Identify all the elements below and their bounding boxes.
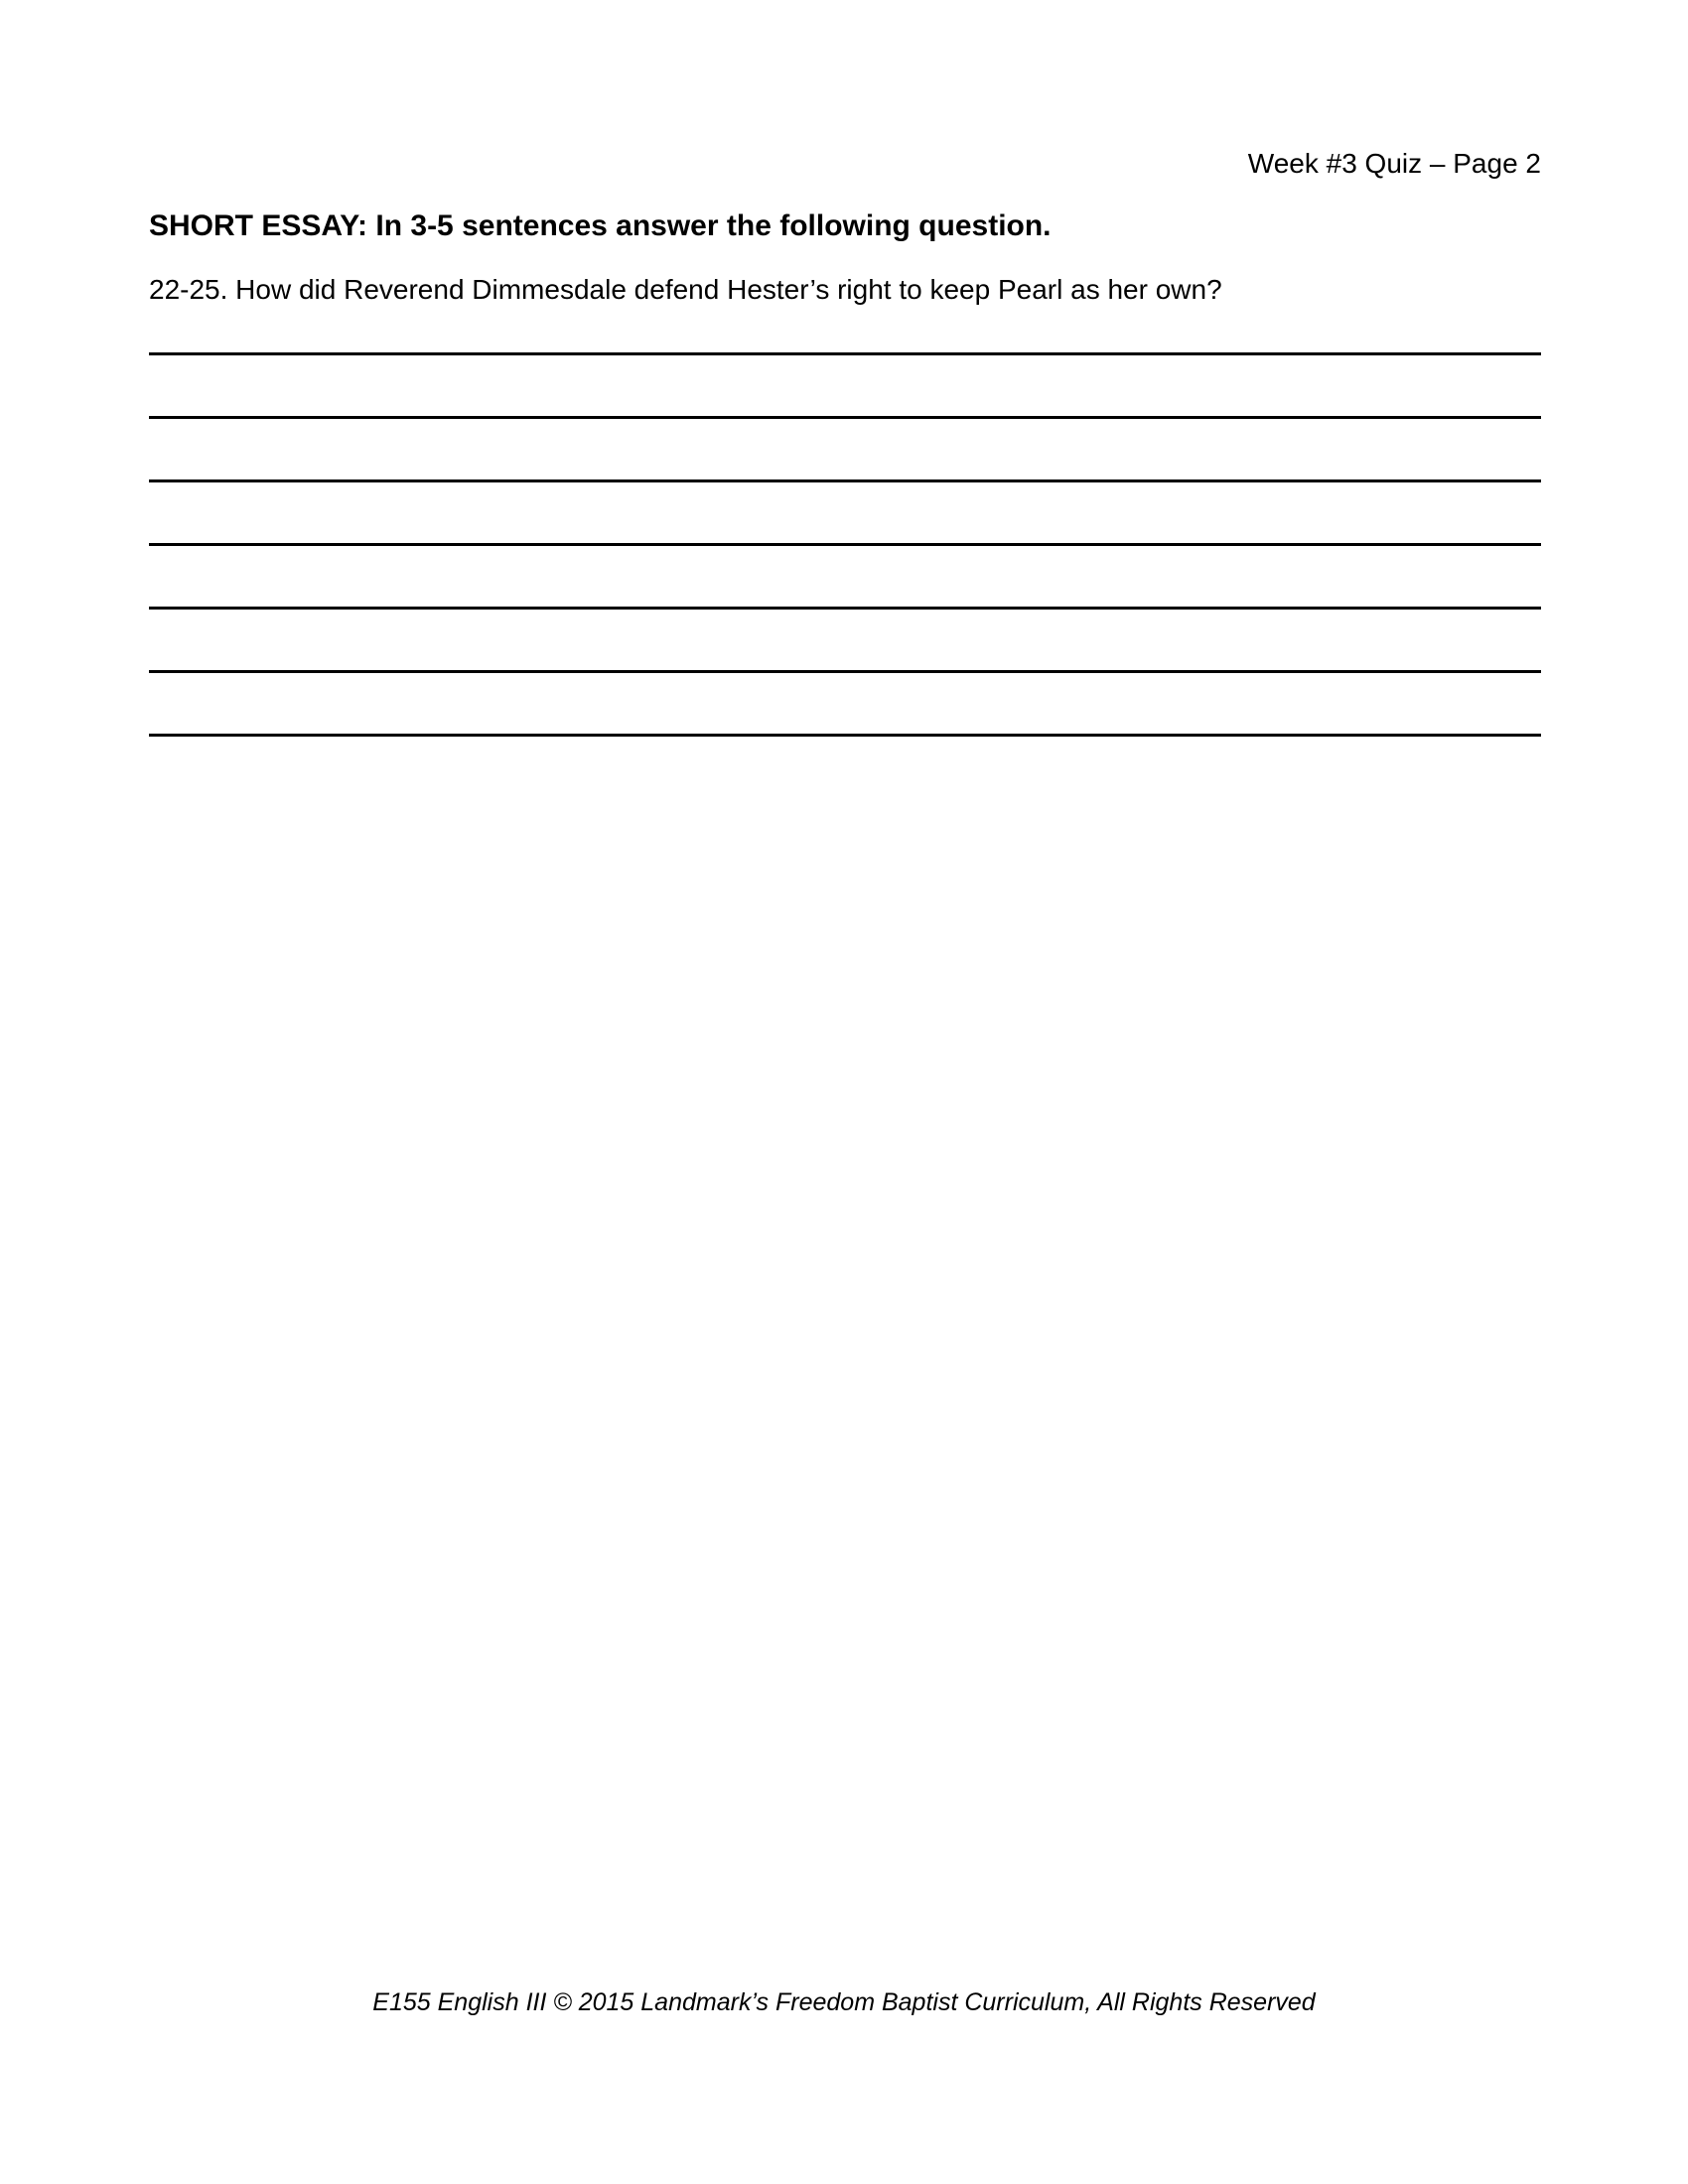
answer-line[interactable] (149, 352, 1541, 355)
answer-line[interactable] (149, 416, 1541, 419)
footer-copyright: E155 English III © 2015 Landmark’s Freedom Baptist Curriculum, All Rights Reserved (372, 1988, 1316, 2016)
answer-line[interactable] (149, 734, 1541, 737)
answer-line[interactable] (149, 607, 1541, 610)
section-heading: SHORT ESSAY: In 3-5 sentences answer the following question. (149, 209, 1052, 242)
answer-line[interactable] (149, 479, 1541, 482)
answer-line[interactable] (149, 543, 1541, 546)
page-label: Week #3 Quiz – Page 2 (1247, 148, 1541, 179)
question-text: 22-25. How did Reverend Dimmesdale defend Hester’s right to keep Pearl as her own? (149, 274, 1222, 305)
answer-line[interactable] (149, 670, 1541, 673)
answer-lines (149, 352, 1541, 797)
